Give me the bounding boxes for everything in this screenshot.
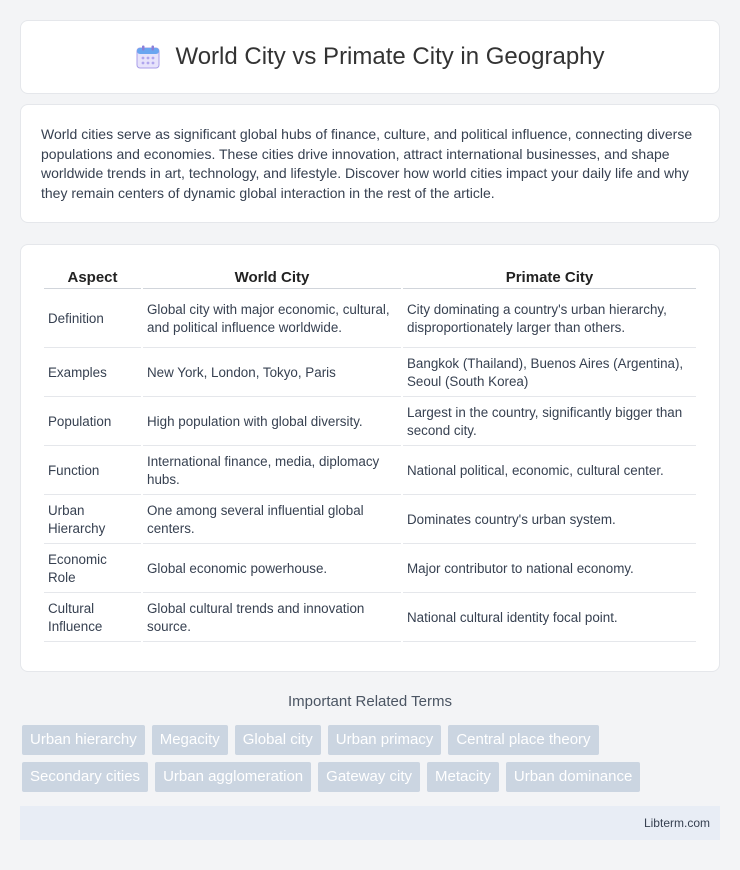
cell-world-city: Global cultural trends and innovation source. bbox=[143, 595, 401, 642]
tag-urban-agglomeration[interactable]: Urban agglomeration bbox=[155, 762, 311, 792]
header-primate-city: Primate City bbox=[403, 267, 696, 289]
cell-aspect: Population bbox=[44, 399, 141, 446]
tag-central-place-theory[interactable]: Central place theory bbox=[448, 725, 598, 755]
tag-row bbox=[22, 762, 722, 792]
table-row bbox=[44, 291, 696, 348]
tag-megacity[interactable]: Megacity bbox=[152, 725, 228, 755]
tag-global-city[interactable]: Global city bbox=[235, 725, 321, 755]
table-row bbox=[44, 497, 696, 544]
cell-aspect: Examples bbox=[44, 350, 141, 397]
tag-urban-dominance[interactable]: Urban dominance bbox=[506, 762, 640, 792]
tag-metacity[interactable]: Metacity bbox=[427, 762, 499, 792]
table-row bbox=[44, 448, 696, 495]
related-terms-title: Important Related Terms bbox=[288, 693, 452, 710]
cell-aspect: Cultural Influence bbox=[44, 595, 141, 642]
tag-gateway-city[interactable]: Gateway city bbox=[318, 762, 420, 792]
footer bbox=[20, 806, 720, 840]
tag-urban-hierarchy[interactable]: Urban hierarchy bbox=[22, 725, 145, 755]
table-row bbox=[44, 350, 696, 397]
cell-primate-city: City dominating a country's urban hierarchy, disproportionately larger than others. bbox=[403, 291, 696, 348]
cell-primate-city: National political, economic, cultural center. bbox=[403, 448, 696, 495]
cell-aspect: Economic Role bbox=[44, 546, 141, 593]
cell-aspect: Urban Hierarchy bbox=[44, 497, 141, 544]
header-card bbox=[20, 20, 720, 94]
cell-primate-city: Bangkok (Thailand), Buenos Aires (Argentina), Seoul (South Korea) bbox=[403, 350, 696, 397]
related-terms-tags bbox=[22, 725, 722, 799]
table-row bbox=[44, 595, 696, 642]
cell-primate-city: Largest in the country, significantly bigger than second city. bbox=[403, 399, 696, 446]
cell-world-city: Global city with major economic, cultural, and political influence worldwide. bbox=[143, 291, 401, 348]
comparison-table bbox=[42, 265, 698, 644]
cell-world-city: Global economic powerhouse. bbox=[143, 546, 401, 593]
cell-world-city: New York, London, Tokyo, Paris bbox=[143, 350, 401, 397]
cell-aspect: Definition bbox=[44, 291, 141, 348]
comparison-table-card bbox=[20, 244, 720, 672]
cell-primate-city: Major contributor to national economy. bbox=[403, 546, 696, 593]
table-header-row bbox=[44, 267, 696, 289]
cell-world-city: One among several influential global centers. bbox=[143, 497, 401, 544]
table-row bbox=[44, 546, 696, 593]
cell-aspect: Function bbox=[44, 448, 141, 495]
intro-text: World cities serve as significant global hubs of finance, culture, and political influence, connecting diverse populations and economies. These cities drive innovation, attract international businesses, and shape worldwide trends in art, technology, and lifestyle. Discover how world cities impact your daily life and why they remain centers of dynamic global interaction in the rest of the article. bbox=[41, 126, 693, 201]
table-row bbox=[44, 399, 696, 446]
tag-secondary-cities[interactable]: Secondary cities bbox=[22, 762, 148, 792]
header-aspect: Aspect bbox=[44, 267, 141, 289]
cell-world-city: High population with global diversity. bbox=[143, 399, 401, 446]
tag-row bbox=[22, 725, 722, 755]
cell-world-city: International finance, media, diplomacy hubs. bbox=[143, 448, 401, 495]
calendar-icon bbox=[135, 44, 161, 70]
cell-primate-city: Dominates country's urban system. bbox=[403, 497, 696, 544]
header-world-city: World City bbox=[143, 267, 401, 289]
page-title: World City vs Primate City in Geography bbox=[175, 43, 605, 70]
cell-primate-city: National cultural identity focal point. bbox=[403, 595, 696, 642]
footer-site-link[interactable]: Libterm.com bbox=[643, 816, 710, 830]
intro-card bbox=[20, 104, 720, 223]
tag-urban-primacy[interactable]: Urban primacy bbox=[328, 725, 442, 755]
